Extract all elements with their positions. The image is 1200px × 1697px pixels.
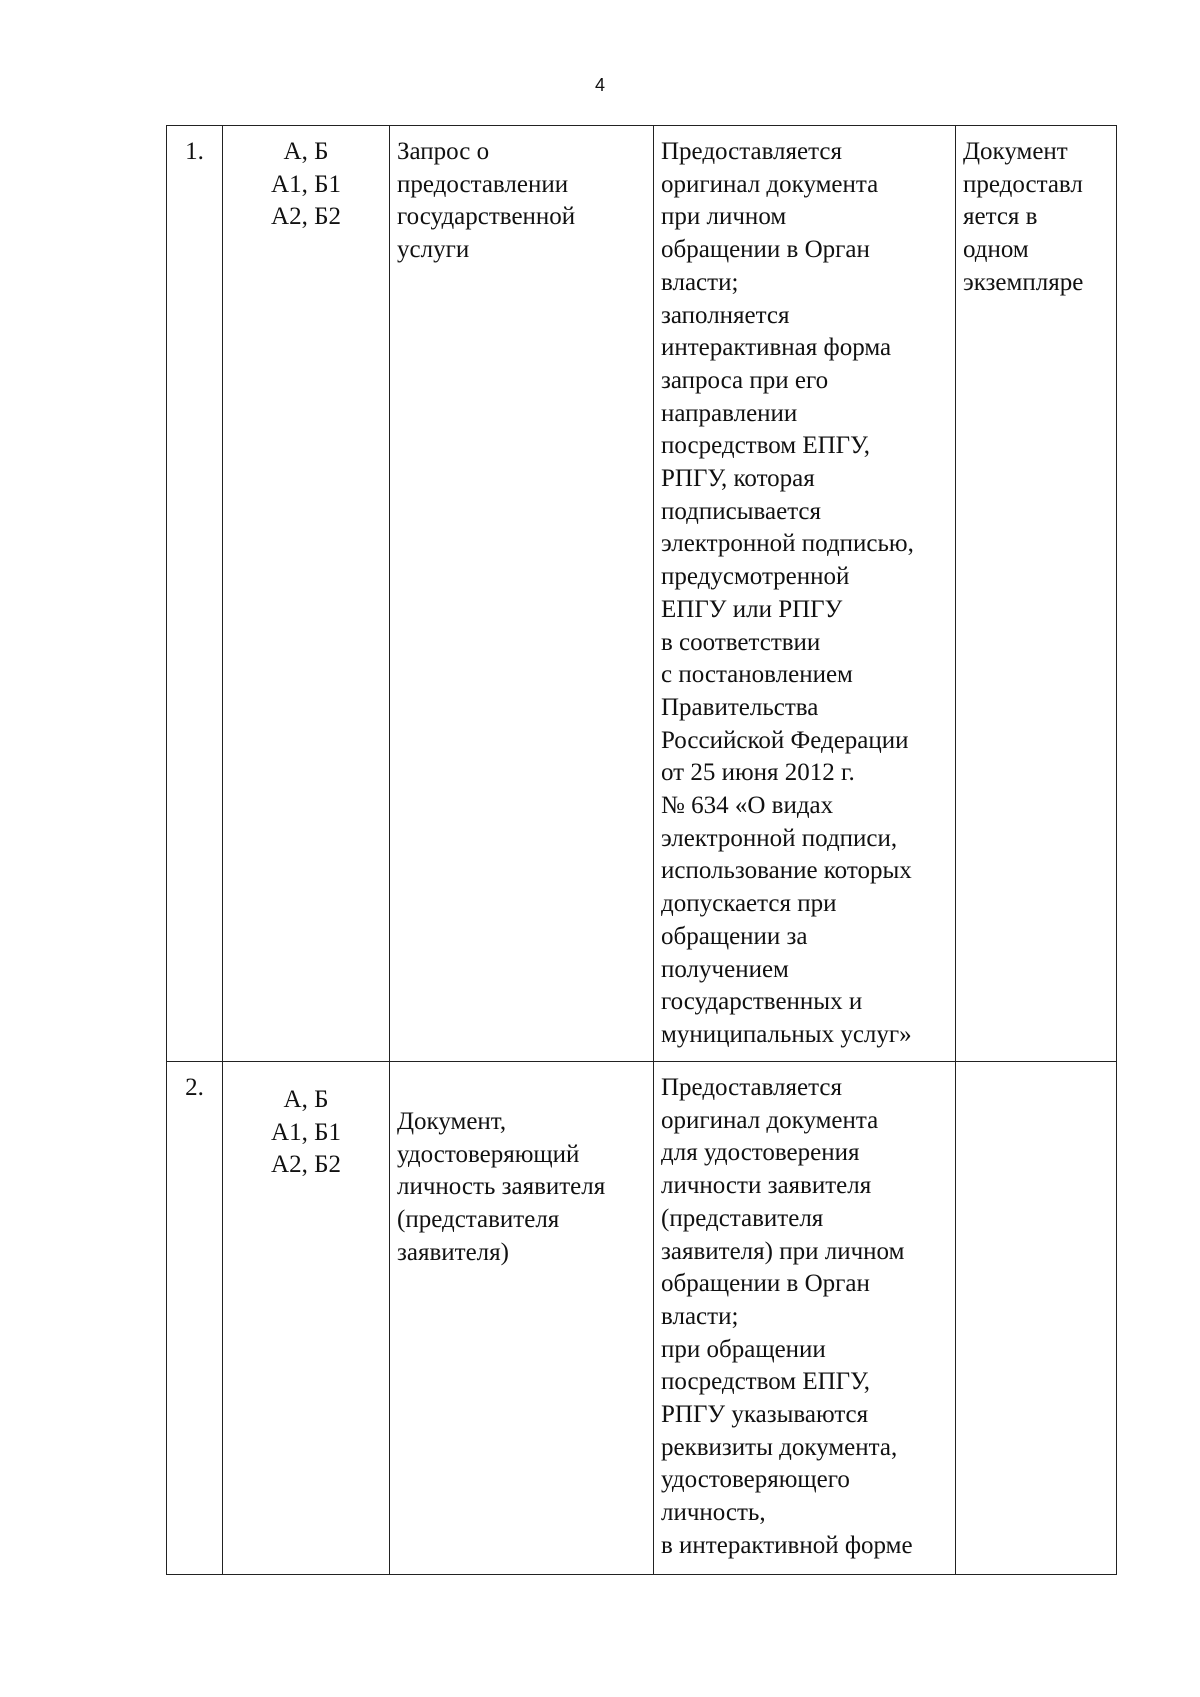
document-name-cell [390, 126, 654, 1062]
requirement-line: в интерактивной форме [661, 1531, 913, 1559]
requirement-line: электронной подписью, [661, 530, 914, 558]
row-number-cell [167, 126, 223, 1062]
applicant-code: А2, Б2 [271, 203, 341, 231]
applicant-code: А2, Б2 [271, 1151, 341, 1179]
document-name-line: Документ, [397, 1108, 507, 1135]
page-number: 4 [594, 75, 605, 95]
requirement-line: при личном [661, 203, 787, 231]
document-name-line: Запрос о [397, 138, 490, 165]
requirement-line: предусмотренной [661, 563, 850, 591]
note-line: яется в [963, 203, 1038, 231]
requirement-line: направлении [661, 399, 798, 427]
applicant-codes-cell [223, 1062, 390, 1575]
requirement-line: посредством ЕПГУ, [661, 432, 870, 460]
applicant-code: А, Б [283, 138, 329, 165]
requirement-line: (представителя [661, 1204, 824, 1232]
requirement-line: власти; [661, 1302, 739, 1330]
requirement-line: с постановлением [661, 661, 853, 689]
requirement-line: власти; [661, 268, 739, 296]
document-name-cell [390, 1062, 654, 1575]
note-line: экземпляре [963, 268, 1084, 296]
applicant-code: А1, Б1 [271, 1118, 341, 1146]
table-row [167, 126, 1117, 1062]
document-name-line: личность заявителя [397, 1173, 606, 1201]
document-name-line: заявителя) [397, 1238, 509, 1266]
requirement-line: запроса при его [661, 366, 829, 394]
requirements-cell [654, 126, 956, 1062]
requirement-line: допускается при [661, 890, 837, 918]
requirement-line: личность, [661, 1499, 766, 1527]
row-number-cell [167, 1062, 223, 1575]
requirement-line: электронной подписи, [661, 824, 898, 852]
table-row [167, 1062, 1117, 1575]
document-name-line: (представителя [397, 1206, 560, 1234]
requirement-line: обращении в Орган [661, 236, 870, 264]
requirement-line: удостоверяющего [661, 1466, 850, 1494]
requirement-line: заполняется [661, 301, 790, 329]
requirement-line: оригинал документа [661, 1106, 879, 1134]
requirement-line: подписывается [661, 497, 822, 525]
note-line: одном [963, 236, 1029, 264]
requirement-line: Правительства [661, 693, 819, 721]
requirement-line: оригинал документа [661, 170, 879, 198]
row-number: 2. [185, 1074, 204, 1101]
note-line: Документ [963, 138, 1068, 165]
row-number: 1. [185, 138, 204, 165]
applicant-code: А1, Б1 [271, 170, 341, 198]
requirement-line: обращении в Орган [661, 1270, 870, 1298]
requirement-line: в соответствии [661, 628, 821, 656]
requirement-line: РПГУ указываются [661, 1401, 869, 1429]
requirement-line: при обращении [661, 1335, 826, 1363]
document-name-line: государственной [397, 203, 576, 231]
requirement-line: Предоставляется [661, 138, 842, 165]
requirement-line: Российской Федерации [661, 726, 909, 754]
requirement-line: для удостоверения [661, 1139, 860, 1167]
note-cell [956, 1062, 1117, 1575]
requirement-line: РПГУ, которая [661, 465, 815, 493]
requirement-line: личности заявителя [661, 1172, 872, 1200]
documents-table [166, 125, 1117, 1575]
note-line: предоставл [963, 170, 1083, 198]
requirement-line: муниципальных услуг» [661, 1020, 912, 1048]
requirement-line: Предоставляется [661, 1074, 842, 1101]
requirement-line: заявителя) при личном [661, 1237, 905, 1265]
requirements-cell [654, 1062, 956, 1575]
requirement-line: обращении за [661, 922, 808, 950]
requirement-line: получением [661, 955, 789, 983]
applicant-code: А, Б [283, 1086, 329, 1113]
requirement-line: от 25 июня 2012 г. [661, 759, 855, 787]
applicant-codes-cell [223, 126, 390, 1062]
document-name-line: удостоверяющий [397, 1140, 580, 1168]
requirement-line: государственных и [661, 988, 863, 1016]
requirement-line: ЕПГУ или РПГУ [661, 595, 843, 623]
requirement-line: посредством ЕПГУ, [661, 1368, 870, 1396]
requirement-line: № 634 «О видах [661, 792, 834, 820]
document-name-line: услуги [397, 236, 470, 264]
requirement-line: использование которых [661, 857, 912, 885]
note-cell [956, 126, 1117, 1062]
requirement-line: реквизиты документа, [661, 1433, 898, 1461]
document-name-line: предоставлении [397, 170, 569, 198]
requirement-line: интерактивная форма [661, 334, 892, 362]
